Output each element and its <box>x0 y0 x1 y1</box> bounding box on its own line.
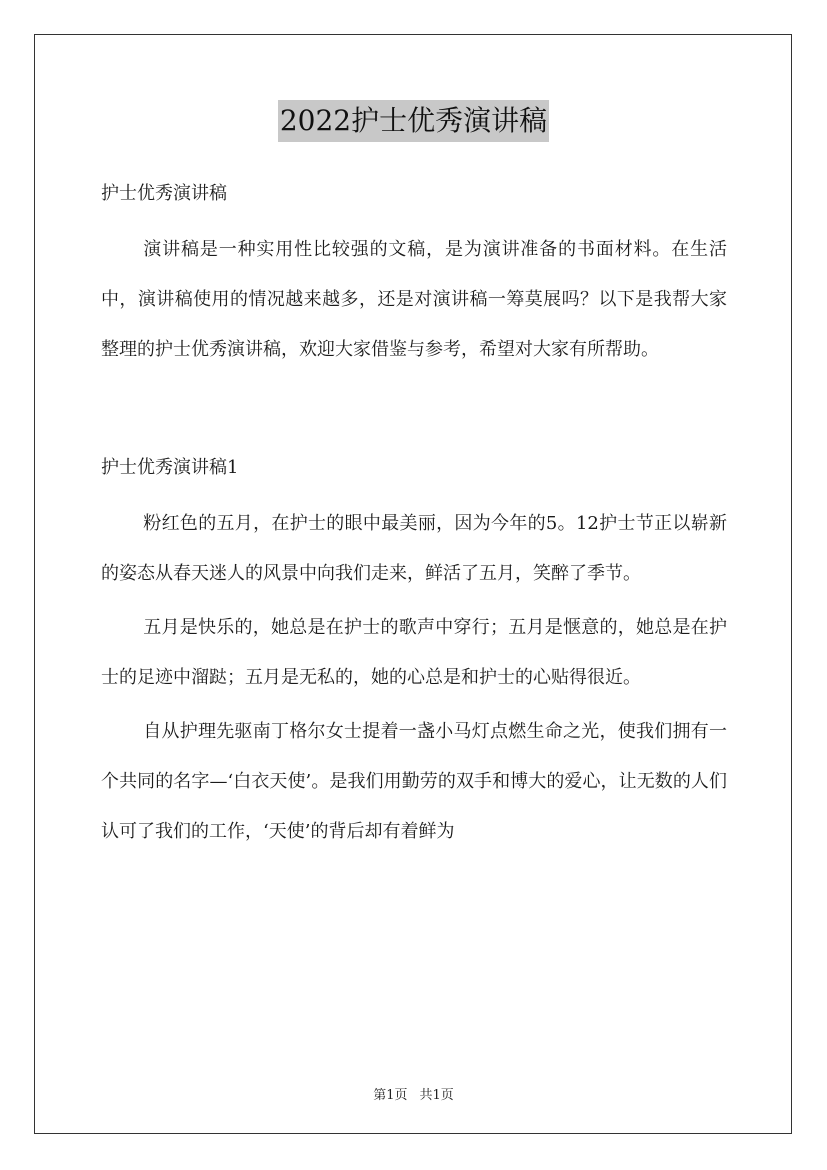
body-paragraph: 粉红色的五月，在护士的眼中最美丽，因为今年的5。12护士节正以崭新的姿态从春天迷人的风景中向我们走来，鲜活了五月，笑醉了季节。 <box>101 513 727 584</box>
section-heading: 护士优秀演讲稿1 <box>101 457 239 478</box>
body-paragraph: 自从护理先驱南丁格尔女士提着一盏小马灯点燃生命之光，使我们拥有一个共同的名字—‘白衣天使’。是我们用勤劳的双手和博大的爱心，让无数的人们认可了我们的工作，‘天使’的背后却有着鲜为 <box>101 721 727 842</box>
page-number-total: 共1页 <box>419 1088 454 1103</box>
intro-paragraph: 演讲稿是一种实用性比较强的文稿，是为演讲准备的书面材料。在生活中，演讲稿使用的情况越来越多，还是对演讲稿一筹莫展吗？以下是我帮大家整理的护士优秀演讲稿，欢迎大家借鉴与参考，希望对大家有所帮助。 <box>101 239 727 360</box>
page-number-current: 第1页 <box>373 1088 408 1103</box>
title-container <box>0 100 827 142</box>
intro-heading: 护士优秀演讲稿 <box>101 183 227 204</box>
body-paragraph: 五月是快乐的，她总是在护士的歌声中穿行；五月是惬意的，她总是在护士的足迹中溜跶；五月是无私的，她的心总是和护士的心贴得很近。 <box>101 617 727 688</box>
document-body <box>101 169 727 857</box>
page-footer <box>0 1084 827 1103</box>
document-title: 2022护士优秀演讲稿 <box>278 100 549 142</box>
